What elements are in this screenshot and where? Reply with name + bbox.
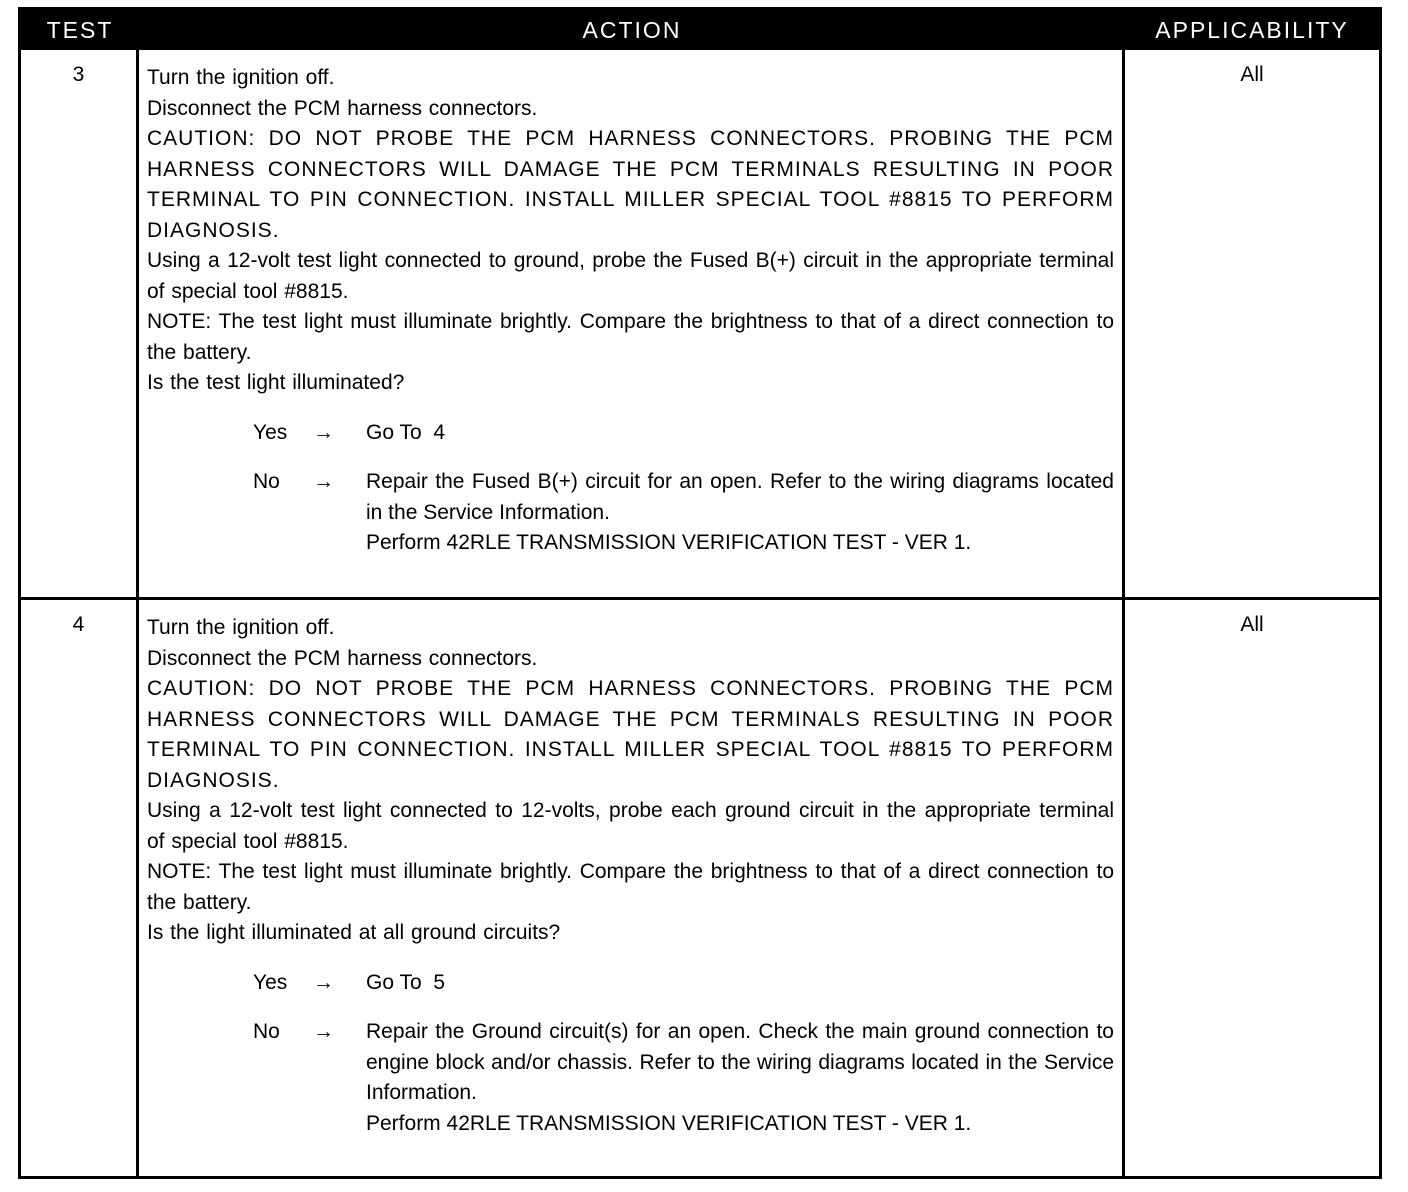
caution-text: CAUTION: DO NOT PROBE THE PCM HARNESS CONNECTORS. PROBING THE PCM HARNESS CONNECTORS WILL DAMAGE THE PCM TERMINALS RESULTING IN POOR TERMINAL TO PIN CONNECTION. INSTALL MILLER SPECIAL TOOL #8815 TO PERFORM DIAGNOSIS. [147,677,1114,792]
step-text: Turn the ignition off. [147,66,335,89]
yes-answer [253,968,1114,999]
answer-label: No [253,1020,280,1043]
applicability: All [1240,63,1264,86]
note-text: NOTE: The test light must illuminate brightly. Compare the brightness to that of a direct connection to the battery. [147,310,1114,364]
caution-text: CAUTION: DO NOT PROBE THE PCM HARNESS CONNECTORS. PROBING THE PCM HARNESS CONNECTORS WILL DAMAGE THE PCM TERMINALS RESULTING IN POOR TERMINAL TO PIN CONNECTION. INSTALL MILLER SPECIAL TOOL #8815 TO PERFORM DIAGNOSIS. [147,127,1114,242]
answer-text [366,1017,1114,1139]
step-text: Disconnect the PCM harness connectors. [147,646,538,670]
answer-label: Yes [253,420,288,444]
table-header [21,10,1379,50]
answer-text [366,467,1114,559]
step-text: Disconnect the PCM harness connectors. [147,96,538,120]
verification-text: Perform 42RLE TRANSMISSION VERIFICATION TEST - VER 1. [366,1111,972,1135]
table-row [21,597,1379,1176]
action-cell [139,50,1125,597]
answer-label: No [253,470,280,493]
table-row [21,50,1379,597]
header-applicability: APPLICABILITY [1155,16,1349,43]
step-text: Using a 12-volt test light connected to ground, probe the Fused B(+) circuit in the appropriate terminal of special tool #8815. [147,249,1114,303]
verification-text: Perform 42RLE TRANSMISSION VERIFICATION TEST - VER 1. [366,531,972,554]
header-action: ACTION [582,16,682,43]
applicability: All [1240,613,1264,636]
diagnostic-table [18,7,1382,1179]
repair-text: Repair the Ground circuit(s) for an open. Check the main ground connection to engine block and/or chassis. Refer to the wiring diagrams located in the Service Information. [366,1020,1114,1104]
arrow-icon: → [313,1020,334,1043]
repair-text: Repair the Fused B(+) circuit for an open. Refer to the wiring diagrams located in the Service Information. [366,470,1114,524]
arrow-icon: → [313,970,334,994]
answer-text: Go To 5 [366,970,445,994]
step-text: Turn the ignition off. [147,616,335,639]
step-text: Using a 12-volt test light connected to 12-volts, probe each ground circuit in the appropriate terminal of special tool #8815. [147,799,1114,853]
action-cell [139,600,1125,1176]
no-answer [253,467,1114,559]
question-text: Is the light illuminated at all ground circuits? [147,921,561,944]
no-answer [253,1017,1114,1139]
answer-label: Yes [253,970,288,994]
header-test: TEST [46,16,114,43]
question-text: Is the test light illuminated? [147,371,405,394]
arrow-icon: → [313,470,334,493]
test-number: 3 [21,50,139,597]
note-text: NOTE: The test light must illuminate brightly. Compare the brightness to that of a direct connection to the battery. [147,860,1114,914]
test-number: 4 [21,600,139,1176]
yes-answer [253,418,1114,449]
answer-text: Go To 4 [366,420,445,444]
arrow-icon: → [313,420,334,444]
